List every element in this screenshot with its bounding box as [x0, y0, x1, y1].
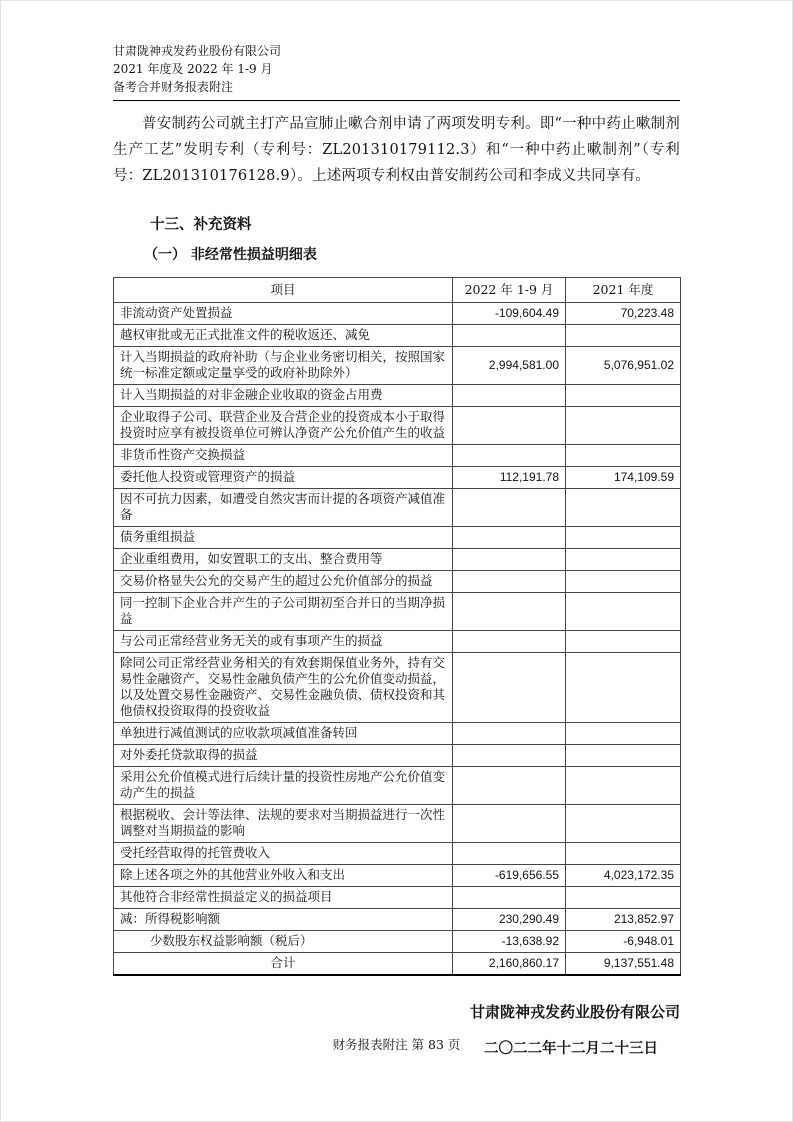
item-label: 受托经营取得的托管费收入: [114, 843, 453, 865]
table-row: [114, 843, 681, 865]
value-2021: [566, 385, 681, 407]
item-label: 因不可抗力因素，如遭受自然灾害而计提的各项资产减值准备: [114, 489, 453, 527]
table-row: [114, 407, 681, 445]
table-row: [114, 767, 681, 805]
value-2022: [453, 325, 566, 347]
table-row: [114, 723, 681, 745]
value-2022: [453, 843, 566, 865]
table-row: [114, 593, 681, 631]
non-recurring-items-table: [113, 277, 681, 976]
value-2021: 9,137,551.48: [566, 953, 681, 976]
value-2022: [453, 527, 566, 549]
value-2021: 4,023,172.35: [566, 865, 681, 887]
value-2022: [453, 745, 566, 767]
item-label: 单独进行减值测试的应收款项减值准备转回: [114, 723, 453, 745]
value-2021: [566, 445, 681, 467]
item-label: 对外委托贷款取得的损益: [114, 745, 453, 767]
value-2021: [566, 325, 681, 347]
item-label: 采用公允价值模式进行后续计量的投资性房地产公允价值变动产生的损益: [114, 767, 453, 805]
value-2021: [566, 805, 681, 843]
table-row: [114, 385, 681, 407]
value-2021: [566, 767, 681, 805]
table-header-row: [114, 278, 681, 303]
value-2022: [453, 489, 566, 527]
item-label: 债务重组损益: [114, 527, 453, 549]
table-row: [114, 931, 681, 953]
value-2021: [566, 887, 681, 909]
value-2021: [566, 527, 681, 549]
section-title: 十三、补充资料: [150, 216, 252, 233]
item-label: 非货币性资产交换损益: [114, 445, 453, 467]
table-row: [114, 445, 681, 467]
item-label: 委托他人投资或管理资产的损益: [114, 467, 453, 489]
table-row: [114, 549, 681, 571]
item-label: 交易价格显失公允的交易产生的超过公允价值部分的损益: [114, 571, 453, 593]
table-row: [114, 489, 681, 527]
value-2021: 5,076,951.02: [566, 347, 681, 385]
page-content: [113, 42, 680, 1059]
table-body: [114, 303, 681, 976]
value-2022: [453, 723, 566, 745]
table-row: [114, 631, 681, 653]
value-2021: [566, 745, 681, 767]
value-2022: [453, 767, 566, 805]
item-label: 少数股东权益影响额（税后）: [114, 931, 453, 953]
value-2021: [566, 549, 681, 571]
value-2021: [566, 489, 681, 527]
value-2021: 174,109.59: [566, 467, 681, 489]
table-row: [114, 909, 681, 931]
table-row: [114, 571, 681, 593]
value-2022: -109,604.49: [453, 303, 566, 325]
value-2021: [566, 571, 681, 593]
item-label: 除同公司正常经营业务相关的有效套期保值业务外，持有交易性金融资产、交易性金融负债产生的公允价值变动损益，以及处置交易性金融资产、交易性金融负债、债权投资和其他债权投资取得的投资收益: [114, 653, 453, 723]
value-2022: [453, 887, 566, 909]
value-2022: [453, 653, 566, 723]
value-2022: 230,290.49: [453, 909, 566, 931]
table-row: [114, 347, 681, 385]
value-2021: [566, 723, 681, 745]
signature-company-name: 甘肃陇神戎发药业股份有限公司: [469, 1003, 680, 1021]
value-2021: [566, 593, 681, 631]
patent-paragraph: 普安制药公司就主打产品宣肺止嗽合剂申请了两项发明专利。即“一种中药止嗽制剂生产工艺”发明专利（专利号：ZL201310179112.3）和“一种中药止嗽制剂”（专利号：ZL201310176128.9）。上述两项专利权由普安制药公司和李成义共同享有。: [113, 116, 680, 184]
table-row: [114, 653, 681, 723]
table-row: [114, 303, 681, 325]
item-label: 合计: [114, 953, 453, 976]
item-label: 减：所得税影响额: [114, 909, 453, 931]
value-2022: [453, 593, 566, 631]
header-divider: [113, 100, 680, 101]
value-2022: -619,656.55: [453, 865, 566, 887]
header-company-name: 甘肃陇神戎发药业股份有限公司: [113, 44, 282, 58]
table-row: [114, 953, 681, 976]
item-label: 越权审批或无正式批准文件的税收返还、减免: [114, 325, 453, 347]
value-2021: [566, 407, 681, 445]
value-2021: 70,223.48: [566, 303, 681, 325]
page-number-footer: 财务报表附注 第 83 页: [332, 1037, 461, 1052]
item-label: 其他符合非经常性损益定义的损益项目: [114, 887, 453, 909]
value-2022: [453, 805, 566, 843]
column-header-2021: 2021 年度: [566, 278, 681, 303]
document-header: [113, 42, 680, 96]
table-row: [114, 467, 681, 489]
value-2022: 112,191.78: [453, 467, 566, 489]
value-2021: -6,948.01: [566, 931, 681, 953]
subsection-title: （一） 非经常性损益明细表: [144, 247, 317, 263]
header-report-period: 2021 年度及 2022 年 1-9 月: [113, 62, 273, 76]
value-2021: [566, 631, 681, 653]
item-label: 与公司正常经营业务无关的或有事项产生的损益: [114, 631, 453, 653]
value-2021: 213,852.97: [566, 909, 681, 931]
table-row: [114, 887, 681, 909]
table-row: [114, 805, 681, 843]
item-label: 非流动资产处置损益: [114, 303, 453, 325]
value-2022: 2,160,860.17: [453, 953, 566, 976]
value-2022: [453, 571, 566, 593]
table-row: [114, 865, 681, 887]
table-row: [114, 527, 681, 549]
item-label: 计入当期损益的对非金融企业收取的资金占用费: [114, 385, 453, 407]
value-2022: [453, 445, 566, 467]
item-label: 企业取得子公司、联营企业及合营企业的投资成本小于取得投资时应享有被投资单位可辨认净资产公允价值产生的收益: [114, 407, 453, 445]
value-2021: [566, 653, 681, 723]
value-2022: [453, 385, 566, 407]
item-label: 除上述各项之外的其他营业外收入和支出: [114, 865, 453, 887]
column-header-item: 项目: [114, 278, 453, 303]
signature-date: 二〇二二年十二月二十三日: [484, 1040, 658, 1057]
item-label: 企业重组费用，如安置职工的支出、整合费用等: [114, 549, 453, 571]
value-2022: [453, 549, 566, 571]
value-2022: -13,638.92: [453, 931, 566, 953]
value-2021: [566, 843, 681, 865]
header-doc-type: 备考合并财务报表附注: [113, 80, 234, 94]
item-label: 同一控制下企业合并产生的子公司期初至合并日的当期净损益: [114, 593, 453, 631]
column-header-2022: 2022 年 1-9 月: [453, 278, 566, 303]
table-row: [114, 745, 681, 767]
value-2022: 2,994,581.00: [453, 347, 566, 385]
value-2022: [453, 631, 566, 653]
item-label: 计入当期损益的政府补助（与企业业务密切相关，按照国家统一标准定额或定量享受的政府补助除外）: [114, 347, 453, 385]
table-row: [114, 325, 681, 347]
item-label: 根据税收、会计等法律、法规的要求对当期损益进行一次性调整对当期损益的影响: [114, 805, 453, 843]
value-2022: [453, 407, 566, 445]
